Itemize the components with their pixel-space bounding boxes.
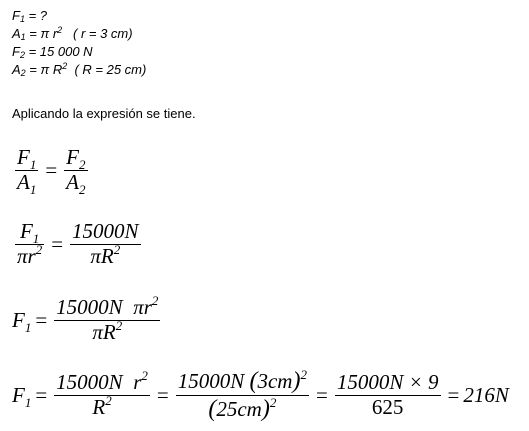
result-value: 216N bbox=[463, 382, 509, 407]
fraction-15000n-piR2: $\frac{15000N}{\pi R^2}$ bbox=[72, 219, 139, 268]
fraction-f2-a2: $\frac{F_2}{A_2}$ bbox=[66, 145, 86, 197]
equation-substituted bbox=[12, 214, 144, 274]
given-a2: $A_2 = \pi$ $R^2$ ( R = 25 cm) bbox=[12, 61, 147, 78]
equals-sign: = bbox=[35, 307, 48, 332]
lhs-f1: $F_1$ bbox=[12, 382, 32, 410]
equation-solved-f1 bbox=[12, 290, 163, 350]
given-f1: $F_1$ = ? bbox=[12, 8, 48, 24]
equation-result bbox=[12, 364, 509, 426]
fraction-f1-pir2: $\frac{F_1}{\pi r^2}$ bbox=[17, 219, 43, 268]
equals-sign: = bbox=[447, 382, 460, 407]
equals-sign: = bbox=[35, 382, 48, 407]
lhs-f1: $F_1$ bbox=[12, 307, 32, 335]
fraction-15000n-pir2-over-piR2: $\frac{15000N \pi r^2}{\pi R^2}$ bbox=[56, 293, 159, 344]
equals-sign: = bbox=[45, 157, 58, 182]
intro-text: Aplicando la expresión se tiene. bbox=[12, 106, 196, 121]
given-a1: $A_1 = \pi$ $r^2$ ( r = 3 cm) bbox=[12, 25, 133, 42]
given-f2: $F_2 = 15$ 000 N bbox=[12, 44, 93, 60]
equals-sign: = bbox=[315, 382, 328, 407]
equals-sign: = bbox=[156, 382, 169, 407]
fraction-15000n-r2-over-R2: $\frac{15000N r^2}{R^2}$ bbox=[56, 368, 148, 419]
equals-sign: = bbox=[51, 231, 64, 256]
fraction-numeric-values: $\frac{15000N (3cm)^2}{(25cm)^2}$ bbox=[177, 367, 307, 422]
fraction-simplified: $\frac{15000N \times 9}{625}$ bbox=[336, 370, 439, 419]
equation-pascal bbox=[12, 140, 91, 200]
fraction-f1-a1: $\frac{F_1}{A_1}$ bbox=[17, 145, 37, 197]
